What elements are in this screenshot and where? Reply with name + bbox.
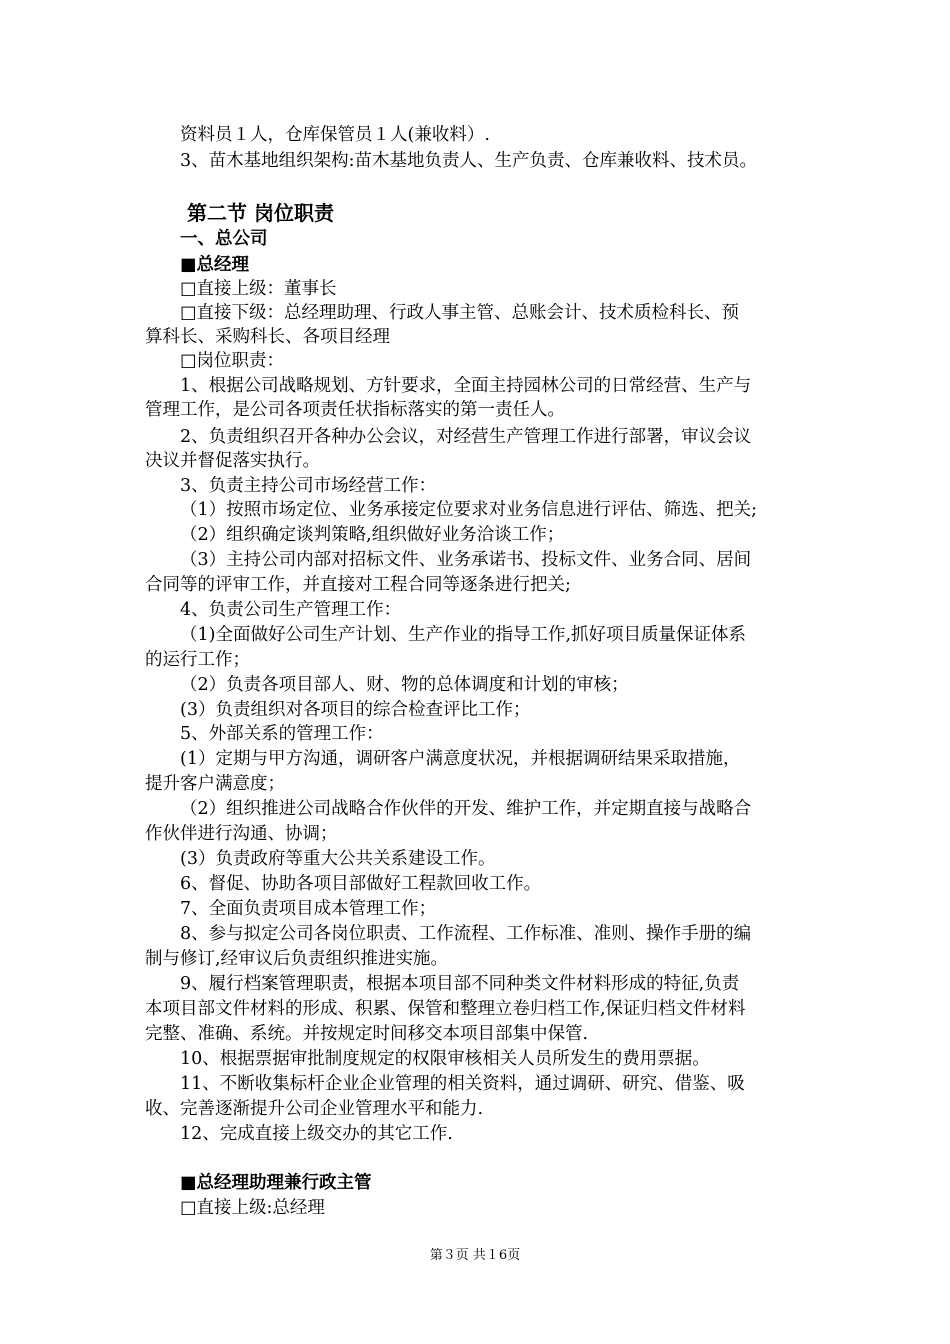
text-line: □直接上级:总经理 bbox=[180, 1198, 325, 1218]
text-line: 管理工作，是公司各项责任状指标落实的第一责任人。 bbox=[145, 400, 565, 420]
text-line: 2、负责组织召开各种办公会议，对经营生产管理工作进行部署，审议会议 bbox=[180, 427, 752, 447]
text-line: 5、外部关系的管理工作： bbox=[180, 724, 384, 744]
role-heading: ■总经理 bbox=[180, 255, 250, 275]
text-line: □直接下级：总经理助理、行政人事主管、总账会计、技术质检科长、预 bbox=[180, 303, 740, 323]
text-line: 10、根据票据审批制度规定的权限审核相关人员所发生的费用票据。 bbox=[180, 1049, 710, 1069]
text-line: (1）定期与甲方沟通，调研客户满意度状况，并根据调研结果采取措施， bbox=[180, 749, 741, 769]
subsection-heading: 一、总公司 bbox=[180, 229, 268, 249]
section-title: 第二节 岗位职责 bbox=[187, 201, 334, 225]
text-line: (3）负责组织对各项目的综合检查评比工作； bbox=[180, 700, 531, 720]
text-line: 作伙伴进行沟通、协调； bbox=[145, 824, 338, 844]
text-line: 资料员１人，仓库保管员１人(兼收料）. bbox=[180, 125, 490, 145]
text-line: 完整、准确、系统。并按规定时间移交本项目部集中保管. bbox=[145, 1024, 589, 1044]
text-line: 8、参与拟定公司各岗位职责、工作流程、工作标准、准则、操作手册的编 bbox=[180, 924, 752, 944]
text-line: （1）按照市场定位、业务承接定位要求对业务信息进行评估、筛选、把关; bbox=[180, 500, 758, 520]
text-line: 合同等的评审工作，并直接对工程合同等逐条进行把关; bbox=[145, 575, 571, 595]
text-line: 收、完善逐渐提升公司企业管理水平和能力. bbox=[145, 1099, 484, 1119]
text-line: (3）负责政府等重大公共关系建设工作。 bbox=[180, 849, 496, 869]
text-line: 12、完成直接上级交办的其它工作. bbox=[180, 1124, 453, 1144]
text-line: 7、全面负责项目成本管理工作； bbox=[180, 899, 437, 919]
text-line: 3、负责主持公司市场经营工作： bbox=[180, 476, 437, 496]
text-line: （2）组织确定谈判策略,组织做好业务洽谈工作； bbox=[180, 525, 565, 545]
text-line: □直接上级：董事长 bbox=[180, 279, 337, 299]
text-line: （2）组织推进公司战略合作伙伴的开发、维护工作，并定期直接与战略合 bbox=[180, 799, 752, 819]
text-line: （3）主持公司内部对招标文件、业务承诺书、投标文件、业务合同、居间 bbox=[180, 550, 752, 570]
text-line: （1)全面做好公司生产计划、生产作业的指导工作,抓好项目质量保证体系 bbox=[180, 625, 747, 645]
text-line: 11、不断收集标杆企业企业管理的相关资料，通过调研、研究、借鉴、吸 bbox=[180, 1074, 745, 1094]
text-line: 的运行工作； bbox=[145, 650, 250, 670]
text-line: 本项目部文件材料的形成、积累、保管和整理立卷归档工作,保证归档文件材料 bbox=[145, 999, 746, 1019]
text-line: □岗位职责： bbox=[180, 351, 285, 371]
role-heading: ■总经理助理兼行政主管 bbox=[180, 1173, 372, 1193]
text-line: 1、根据公司战略规划、方针要求，全面主持园林公司的日常经营、生产与 bbox=[180, 376, 752, 396]
page-footer: 第３页 共１6页 bbox=[429, 1248, 521, 1263]
text-line: 决议并督促落实执行。 bbox=[145, 451, 320, 471]
text-line: 9、履行档案管理职责，根据本项目部不同种类文件材料形成的特征,负责 bbox=[180, 974, 740, 994]
text-line: 6、督促、协助各项目部做好工程款回收工作。 bbox=[180, 874, 542, 894]
text-line: （2）负责各项目部人、财、物的总体调度和计划的审核； bbox=[180, 675, 629, 695]
text-line: 4、负责公司生产管理工作： bbox=[180, 600, 402, 620]
text-line: 3、苗木基地组织架构:苗木基地负责人、生产负责、仓库兼收料、技术员。 bbox=[180, 151, 758, 171]
text-line: 算科长、采购科长、各项目经理 bbox=[145, 327, 390, 347]
text-line: 制与修订,经审议后负责组织推进实施。 bbox=[145, 949, 449, 969]
text-line: 提升客户满意度； bbox=[145, 774, 285, 794]
